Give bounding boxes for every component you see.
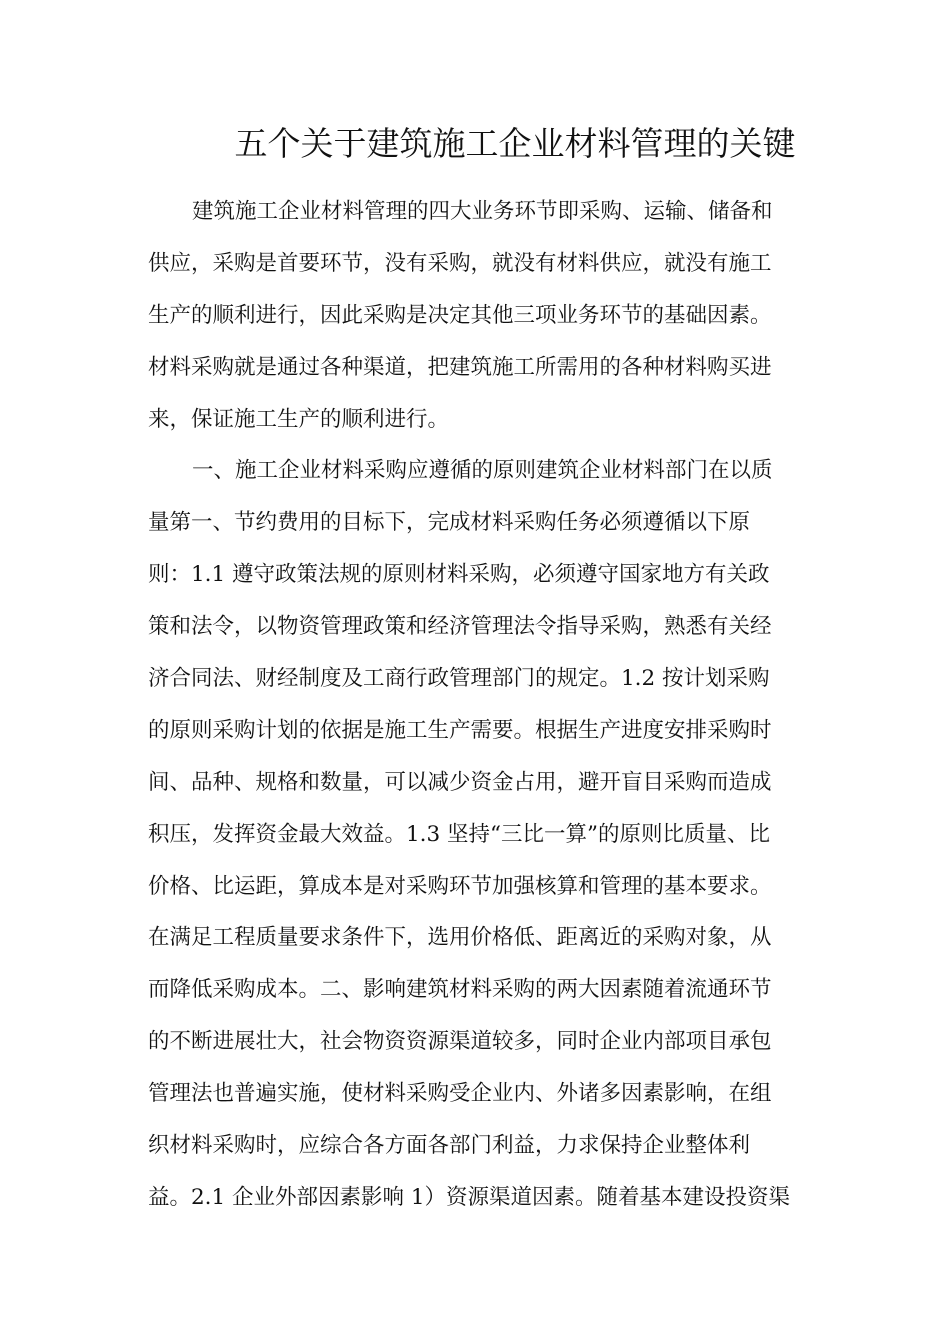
paragraph-2-line-13: 管理法也普遍实施，使材料采购受企业内、外诸多因素影响，在组: [148, 1081, 772, 1107]
paragraph-1-line-2: 供应，采购是首要环节，没有采购，就没有材料供应，就没有施工: [148, 250, 772, 276]
paragraph-2-line-9: 价格、比运距，算成本是对采购环节加强核算和管理的基本要求。: [148, 873, 772, 899]
paragraph-2-line-8: 积压，发挥资金最大效益。1.3 坚持“三比一算”的原则比质量、比: [148, 821, 771, 847]
document-title: 五个关于建筑施工企业材料管理的关键: [234, 124, 796, 163]
paragraph-2-line-11: 而降低采购成本。二、影响建筑材料采购的两大因素随着流通环节: [148, 977, 772, 1003]
document-body: [148, 186, 804, 1224]
paragraph-2-line-6: 的原则采购计划的依据是施工生产需要。根据生产进度安排采购时: [148, 717, 772, 743]
paragraph-1-line-3: 生产的顺利进行，因此采购是决定其他三项业务环节的基础因素。: [148, 302, 772, 328]
paragraph-2-line-12: 的不断进展壮大，社会物资资源渠道较多，同时企业内部项目承包: [148, 1029, 772, 1055]
paragraph-2-line-2: 量第一、节约费用的目标下，完成材料采购任务必须遵循以下原: [148, 510, 751, 536]
paragraph-2-line-15: 益。2.1 企业外部因素影响 1）资源渠道因素。随着基本建设投资渠: [148, 1184, 791, 1210]
paragraph-1-line-4: 材料采购就是通过各种渠道，把建筑施工所需用的各种材料购买进: [148, 354, 772, 380]
paragraph-2-line-5: 济合同法、财经制度及工商行政管理部门的规定。1.2 按计划采购: [148, 666, 770, 692]
paragraph-2-line-4: 策和法令，以物资管理政策和经济管理法令指导采购，熟悉有关经: [148, 614, 772, 640]
paragraph-2-line-1: 一、施工企业材料采购应遵循的原则建筑企业材料部门在以质: [192, 458, 773, 484]
paragraph-2-line-7: 间、品种、规格和数量，可以减少资金占用，避开盲目采购而造成: [148, 769, 772, 795]
paragraph-2-line-10: 在满足工程质量要求条件下，选用价格低、距离近的采购对象，从: [148, 925, 772, 951]
paragraph-2-line-14: 织材料采购时，应综合各方面各部门利益，力求保持企业整体利: [148, 1133, 751, 1159]
paragraph-2-line-3: 则：1.1 遵守政策法规的原则材料采购，必须遵守国家地方有关政: [148, 562, 770, 588]
paragraph-1-line-5: 来，保证施工生产的顺利进行。: [148, 406, 450, 432]
paragraph-1-line-1: 建筑施工企业材料管理的四大业务环节即采购、运输、储备和: [192, 199, 773, 224]
